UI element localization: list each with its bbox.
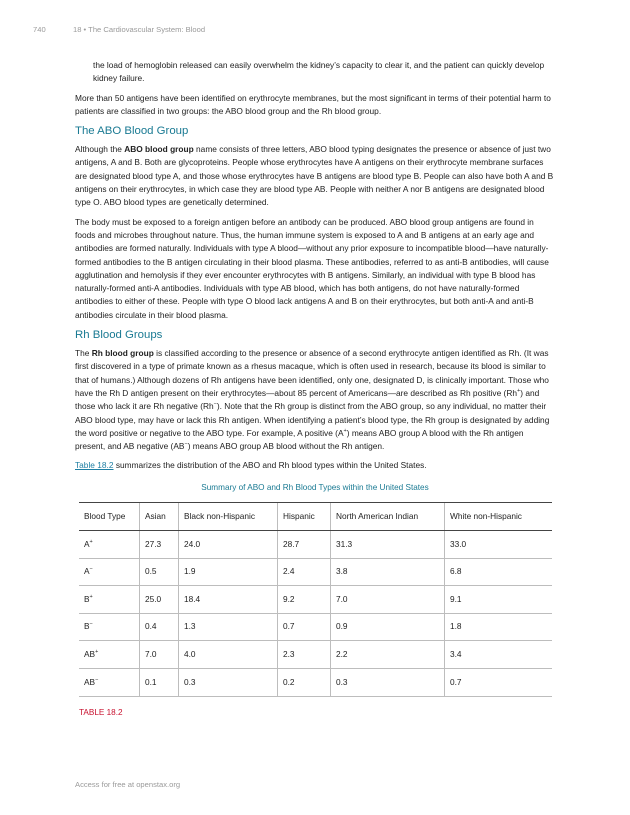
value-cell: 0.4 <box>140 613 179 641</box>
paragraph-abo-definition <box>75 143 555 209</box>
blood-type-cell <box>79 558 140 586</box>
paragraph-table-reference <box>75 459 555 472</box>
value-cell: 33.0 <box>445 531 553 559</box>
column-header-asian: Asian <box>140 503 179 531</box>
value-cell: 2.2 <box>331 641 445 669</box>
blood-type-table <box>79 502 552 697</box>
rh-sign: − <box>95 676 99 683</box>
blood-type-base: A <box>84 538 90 549</box>
text-segment: ). Note that the Rh group is distinct from the ABO group, so any individual, no matter their ABO blood type, may have or lack this Rh antigen. When identifying a patient’s blood type, the Rh group is designated by adding the word positive or negative to the ABO type. For example, A positive (A <box>75 401 550 438</box>
blood-type-base: B <box>84 593 90 604</box>
superscript-plus: + <box>517 388 521 395</box>
text-segment: ) means ABO group A blood with the Rh antigen present, and AB negative (AB <box>75 427 524 452</box>
text-segment: summarizes the distribution of the ABO and Rh blood types within the United States. <box>113 460 427 471</box>
table-header <box>79 503 552 531</box>
blood-type-base: AB <box>84 676 96 687</box>
table-row <box>79 668 552 696</box>
value-cell: 0.5 <box>140 558 179 586</box>
text-segment: Although the <box>75 144 125 155</box>
table-header-row <box>79 503 552 531</box>
value-cell: 24.0 <box>179 531 278 559</box>
rh-sign: − <box>89 566 93 573</box>
page-number: 740 <box>33 25 46 34</box>
value-cell: 27.3 <box>140 531 179 559</box>
column-header-black-non-hispanic: Black non-Hispanic <box>179 503 278 531</box>
value-cell: 0.3 <box>179 668 278 696</box>
text-segment: name consists of three letters, ABO blood typing designates the presence or absence of just two antigens, A and B. Both are glycoproteins. People whose erythrocytes have A antigens on their erythrocyte membrane surfaces are designated blood type A, and those whose erythrocytes have B antigens are blood type B. People can also have both A and B antigens on their erythrocytes, in which case they are blood type AB. People with neither A nor B antigens are designated blood type O. ABO blood types are genetically determined. <box>75 144 554 208</box>
rh-sign: + <box>95 649 99 656</box>
text-segment: is classified according to the presence or absence of a second erythrocyte antigen identified as Rh. (It was first discovered in a type of primate known as a rhesus macaque, which is often used in research, because its blood is similar to that of humans.) Although dozens of Rh antigens have been identified, only one, designated D, is clinically important. Those who have the Rh D antigen present on their erythrocytes—about 85 percent of Americans—are described as Rh positive (Rh <box>75 348 549 398</box>
table-body <box>79 531 552 697</box>
key-term-rh-blood-group: Rh blood group <box>91 348 154 359</box>
column-header-north-american-indian: North American Indian <box>331 503 445 531</box>
rh-sign: + <box>89 538 93 545</box>
table-row <box>79 641 552 669</box>
value-cell: 3.4 <box>445 641 553 669</box>
paragraph-rh-definition <box>75 347 555 453</box>
value-cell: 28.7 <box>278 531 331 559</box>
table-row <box>79 531 552 559</box>
value-cell: 0.1 <box>140 668 179 696</box>
column-header-blood-type: Blood Type <box>79 503 140 531</box>
column-header-hispanic: Hispanic <box>278 503 331 531</box>
blood-type-cell <box>79 668 140 696</box>
value-cell: 2.3 <box>278 641 331 669</box>
superscript-plus: + <box>343 428 347 435</box>
paragraph-continued: the load of hemoglobin released can easily overwhelm the kidney’s capacity to clear it, and the patient can quickly develop kidney failure. <box>93 60 545 84</box>
table-caption: Summary of ABO and Rh Blood Types within the United States <box>201 482 429 492</box>
rh-sign: + <box>89 594 93 601</box>
value-cell: 0.9 <box>331 613 445 641</box>
value-cell: 7.0 <box>140 641 179 669</box>
blood-type-cell <box>79 641 140 669</box>
value-cell: 9.2 <box>278 586 331 614</box>
page-footer: Access for free at openstax.org <box>75 780 181 789</box>
blood-type-base: AB <box>84 649 96 660</box>
value-cell: 0.7 <box>278 613 331 641</box>
superscript-minus: − <box>213 401 217 408</box>
table-18-2-link[interactable]: Table 18.2 <box>75 460 114 471</box>
table-label: TABLE 18.2 <box>79 707 123 717</box>
value-cell: 0.2 <box>278 668 331 696</box>
value-cell: 0.3 <box>331 668 445 696</box>
value-cell: 6.8 <box>445 558 553 586</box>
table-row <box>79 586 552 614</box>
blood-type-cell <box>79 586 140 614</box>
value-cell: 1.8 <box>445 613 553 641</box>
value-cell: 4.0 <box>179 641 278 669</box>
text-segment: ) means ABO group AB blood without the Rh antigen. <box>187 441 385 452</box>
value-cell: 25.0 <box>140 586 179 614</box>
value-cell: 31.3 <box>331 531 445 559</box>
value-cell: 1.3 <box>179 613 278 641</box>
value-cell: 18.4 <box>179 586 278 614</box>
value-cell: 9.1 <box>445 586 553 614</box>
paragraph-antigens-intro: More than 50 antigens have been identified on erythrocyte membranes, but the most significant in terms of their potential harm to patients are classified in two groups: the ABO blood group and the Rh blood group. <box>75 92 551 116</box>
paragraph-abo-antibodies: The body must be exposed to a foreign antigen before an antibody can be produced. ABO blood group antigens are found in foods and microbes throughout nature. Thus, the human immune system is exposed to A and B antigens at an early age and antibodies are formed naturally. Individuals with type A blood—without any prior exposure to incompatible blood—have naturally-formed antibodies to the B antigen circulating in their blood plasma. These antibodies, referred to as anti-B antibodies, will cause agglutination and hemolysis if they ever encounter erythrocytes with B antigens. Similarly, an individual with type B blood has naturally-formed anti-A antibodies. Individuals with type AB blood, which has both antigens, do not have naturally-formed antibodies to either of these. People with type O blood lack antigens A and B on their erythrocytes, but both anti-A and anti-B antibodies circulate in their blood plasma. <box>75 216 549 320</box>
value-cell: 0.7 <box>445 668 553 696</box>
page-content <box>75 59 555 719</box>
column-header-white-non-hispanic: White non-Hispanic <box>445 503 553 531</box>
running-header <box>33 25 205 34</box>
blood-type-base: B <box>84 621 90 632</box>
text-segment: ) and those who lack it are Rh negative (Rh <box>75 387 540 412</box>
value-cell: 1.9 <box>179 558 278 586</box>
value-cell: 3.8 <box>331 558 445 586</box>
value-cell: 2.4 <box>278 558 331 586</box>
value-cell: 7.0 <box>331 586 445 614</box>
rh-sign: − <box>89 621 93 628</box>
superscript-minus: − <box>184 441 188 448</box>
key-term-abo-blood-group: ABO blood group <box>124 144 194 155</box>
heading-abo-blood-group: The ABO Blood Group <box>75 125 189 138</box>
text-segment: The <box>75 348 92 359</box>
table-row <box>79 613 552 641</box>
table-row <box>79 558 552 586</box>
running-title: 18 • The Cardiovascular System: Blood <box>73 25 206 34</box>
heading-rh-blood-groups: Rh Blood Groups <box>75 329 163 342</box>
blood-type-cell <box>79 613 140 641</box>
blood-type-base: A <box>84 566 90 577</box>
blood-type-cell <box>79 531 140 559</box>
